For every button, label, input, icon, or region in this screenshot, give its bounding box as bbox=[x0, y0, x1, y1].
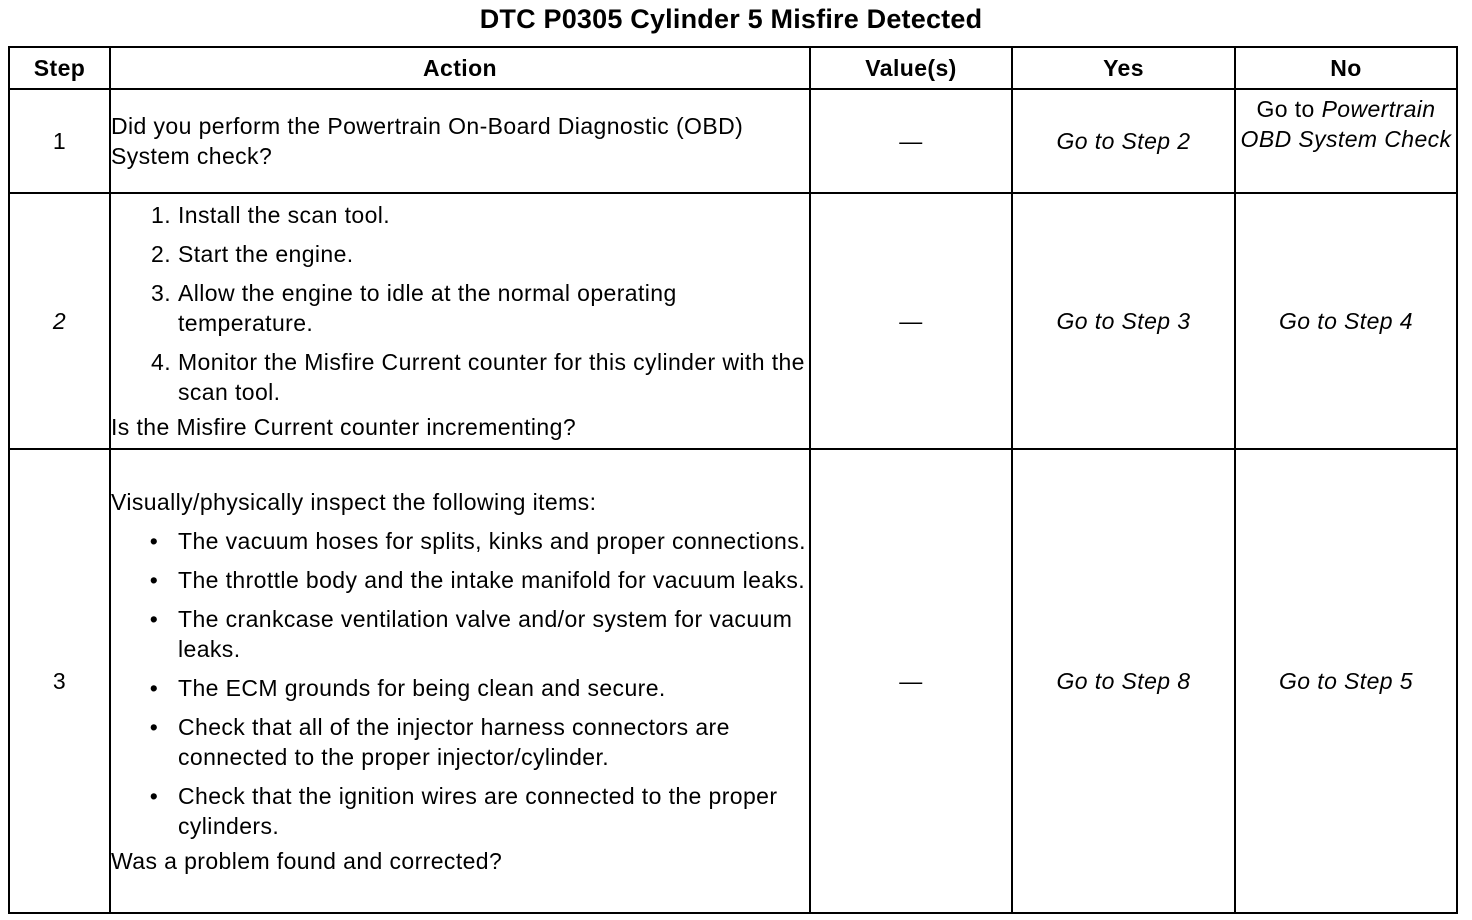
list-item bbox=[111, 200, 809, 230]
yes-link[interactable]: Go to Step 2 bbox=[1012, 89, 1235, 193]
question-text: Was a problem found and corrected? bbox=[111, 847, 503, 874]
list-item bbox=[111, 347, 809, 407]
question-text: Is the Misfire Current counter incrementing? bbox=[111, 414, 577, 440]
list-item bbox=[111, 239, 809, 269]
intro-text: Visually/physically inspect the following items: bbox=[111, 488, 597, 515]
header-no: No bbox=[1235, 47, 1457, 89]
value-cell: — bbox=[810, 449, 1012, 913]
list-item bbox=[111, 604, 809, 664]
list-number: 1. bbox=[151, 202, 171, 228]
bullet-icon: • bbox=[149, 713, 159, 740]
action-cell bbox=[110, 449, 810, 913]
bullet-list bbox=[111, 526, 809, 841]
list-item bbox=[111, 781, 809, 841]
list-text: The vacuum hoses for splits, kinks and proper connections. bbox=[178, 527, 806, 554]
bullet-icon: • bbox=[149, 674, 159, 701]
yes-link[interactable]: Go to Step 8 bbox=[1012, 449, 1235, 913]
no-cell bbox=[1235, 89, 1457, 193]
list-text: The throttle body and the intake manifold for vacuum leaks. bbox=[178, 566, 806, 593]
bullet-icon: • bbox=[149, 527, 159, 554]
no-link[interactable]: Go to Step 5 bbox=[1235, 449, 1457, 913]
bullet-icon: • bbox=[149, 605, 159, 632]
list-item bbox=[111, 712, 809, 772]
action-text: Did you perform the Powertrain On-Board Diagnostic (OBD) System check? bbox=[111, 113, 744, 169]
bullet-icon: • bbox=[149, 782, 159, 809]
step-number: 2 bbox=[9, 193, 110, 449]
action-cell bbox=[110, 89, 810, 193]
list-item bbox=[111, 673, 809, 703]
table-row bbox=[9, 89, 1457, 193]
page-title: DTC P0305 Cylinder 5 Misfire Detected bbox=[479, 4, 983, 34]
numbered-list bbox=[111, 200, 809, 407]
header-values: Value(s) bbox=[810, 47, 1012, 89]
list-text: Check that the ignition wires are connected to the proper cylinders. bbox=[178, 782, 778, 839]
table-row bbox=[9, 193, 1457, 449]
list-item bbox=[111, 278, 809, 338]
list-item bbox=[111, 565, 809, 595]
list-text: The crankcase ventilation valve and/or system for vacuum leaks. bbox=[178, 605, 793, 662]
list-item bbox=[111, 526, 809, 556]
header-step: Step bbox=[9, 47, 110, 89]
header-row bbox=[9, 47, 1457, 89]
value-cell: — bbox=[810, 193, 1012, 449]
step-number: 1 bbox=[9, 89, 110, 193]
no-link[interactable]: Powertrain OBD System Check bbox=[1240, 96, 1452, 152]
step-number: 3 bbox=[9, 449, 110, 913]
action-cell bbox=[110, 193, 810, 449]
yes-link[interactable]: Go to Step 3 bbox=[1012, 193, 1235, 449]
no-prefix: Go to bbox=[1256, 96, 1315, 122]
list-number: 2. bbox=[151, 241, 171, 267]
list-text: The ECM grounds for being clean and secure. bbox=[178, 674, 666, 701]
header-action: Action bbox=[110, 47, 810, 89]
list-text: Monitor the Misfire Current counter for this cylinder with the scan tool. bbox=[178, 349, 805, 405]
list-text: Start the engine. bbox=[178, 241, 354, 267]
list-text: Allow the engine to idle at the normal operating temperature. bbox=[178, 280, 677, 336]
list-text: Check that all of the injector harness connectors are connected to the proper injector/cylinder. bbox=[178, 713, 730, 770]
list-text: Install the scan tool. bbox=[178, 202, 391, 228]
list-number: 3. bbox=[151, 280, 171, 306]
bullet-icon: • bbox=[149, 566, 159, 593]
table-row bbox=[9, 449, 1457, 913]
no-link[interactable]: Go to Step 4 bbox=[1235, 193, 1457, 449]
diagnostic-table bbox=[8, 46, 1458, 914]
value-cell: — bbox=[810, 89, 1012, 193]
header-yes: Yes bbox=[1012, 47, 1235, 89]
list-number: 4. bbox=[151, 349, 171, 375]
